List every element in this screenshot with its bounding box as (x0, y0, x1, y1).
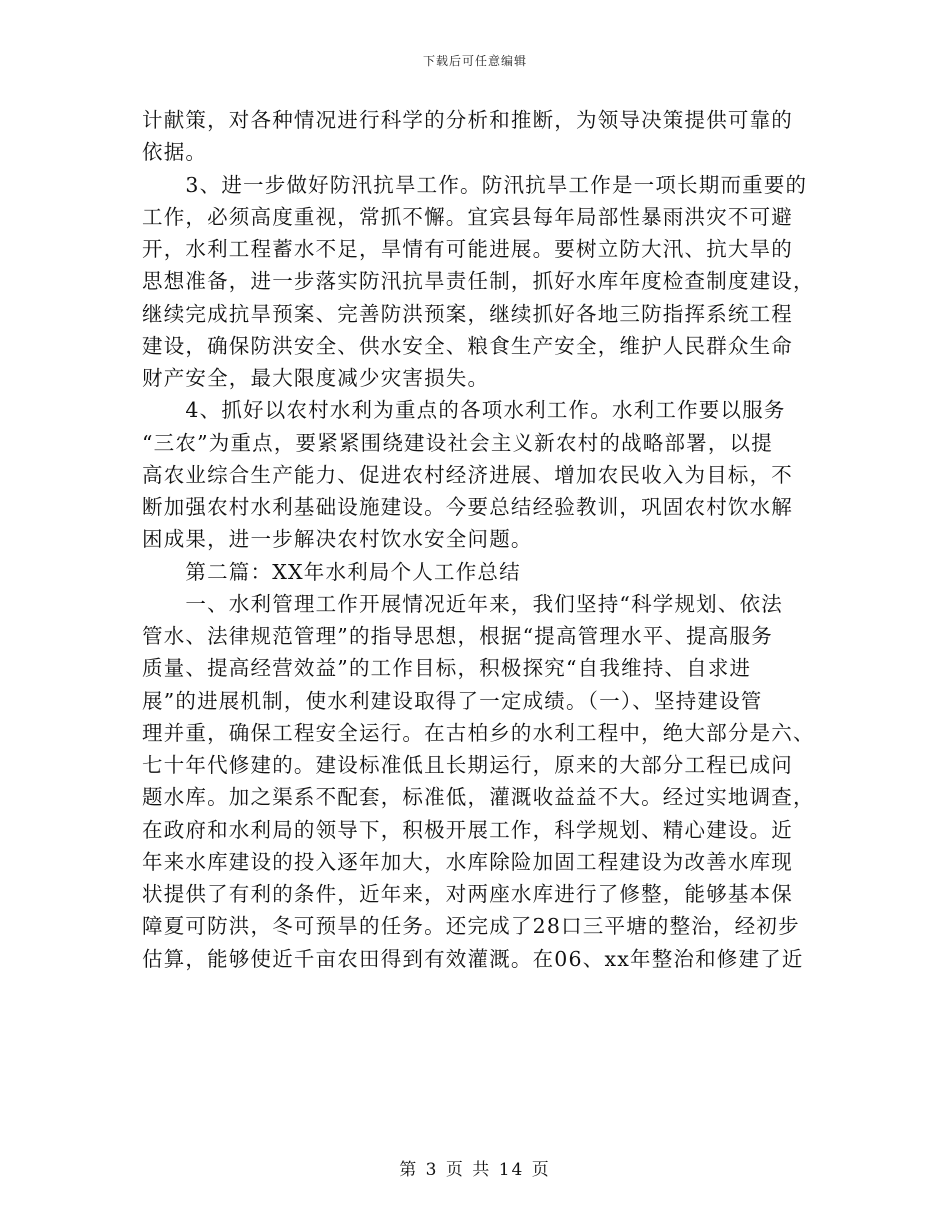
text-line: 高农业综合生产能力、促进农村经济进展、增加农民收入为目标，不 (142, 462, 793, 487)
text-line: 七十年代修建的。建设标准低且长期运行，原来的大部分工程已成问 (142, 753, 793, 777)
text-line: 在政府和水利局的领导下，积极开展工作，科学规划、精心建设。近 (142, 817, 793, 842)
text-line: 继续完成抗旱预案、完善防洪预案，继续抓好各地三防指挥系统工程 (142, 301, 793, 326)
text-line: 工作，必须高度重视，常抓不懈。宜宾县每年局部性暴雨洪灾不可避 (142, 204, 793, 229)
text-line: 质量、提高经营效益”的工作目标，积极探究“自我维持、自求进 (142, 656, 752, 681)
text-line: 障夏可防洪，冬可预旱的任务。还完成了28口三平塘的整治，经初步 (142, 914, 800, 939)
text-line: 年来水库建设的投入逐年加大，水库除险加固工程建设为改善水库现 (142, 849, 793, 874)
text-line: 依据。 (142, 140, 208, 165)
text-line: 财产安全，最大限度减少灾害损失。 (142, 366, 490, 390)
page-number: 第 3 页 共 14 页 (399, 1160, 551, 1180)
text-line: 展”的进展机制，使水利建设取得了一定成绩。（一）、坚持建设管 (142, 688, 763, 713)
text-line: 开，水利工程蓄水不足，旱情有可能进展。要树立防大汛、抗大旱的 (142, 237, 793, 261)
text-line: 困成果，进一步解决农村饮水安全问题。 (142, 527, 533, 552)
text-line: 估算，能够使近千亩农田得到有效灌溉。在06、xx年整治和修建了近 (142, 946, 804, 971)
text-line: 3、进一步做好防汛抗旱工作。防汛抗旱工作是一项长期而重要的 (142, 172, 808, 197)
text-line: 计献策，对各种情况进行科学的分析和推断，为领导决策提供可靠的 (142, 108, 793, 132)
page-header: 下载后可任意编辑 (422, 54, 527, 68)
text-line: 4、抓好以农村水利为重点的各项水利工作。水利工作要以服务 (142, 398, 786, 423)
text-line: 状提供了有利的条件，近年来，对两座水库进行了修整，能够基本保 (142, 882, 793, 906)
text-line: 理并重，确保工程安全运行。在古柏乡的水利工程中，绝大部分是六、 (142, 720, 815, 745)
text-line: “三农”为重点，要紧紧围绕建设社会主义新农村的战略部署，以提 (142, 430, 773, 455)
text-line: 管水、法律规范管理”的指导思想，根据“提高管理水平、提高服务 (142, 624, 773, 648)
section-heading: 第二篇：XX年水利局个人工作总结 (142, 559, 521, 584)
text-line: 建设，确保防洪安全、供水安全、粮食生产安全，维护人民群众生命 (142, 333, 793, 358)
text-line: 断加强农村水利基础设施建设。今要总结经验教训，巩固农村饮水解 (142, 495, 793, 519)
document-body (142, 104, 815, 975)
text-line: 题水库。加之渠系不配套，标准低，灌溉收益益不大。经过实地调查， (142, 785, 815, 810)
text-line: 思想准备，进一步落实防汛抗旱责任制，抓好水库年度检查制度建设， (142, 269, 815, 294)
text-line: 一、水利管理工作开展情况近年来，我们坚持“科学规划、依法 (142, 591, 783, 616)
